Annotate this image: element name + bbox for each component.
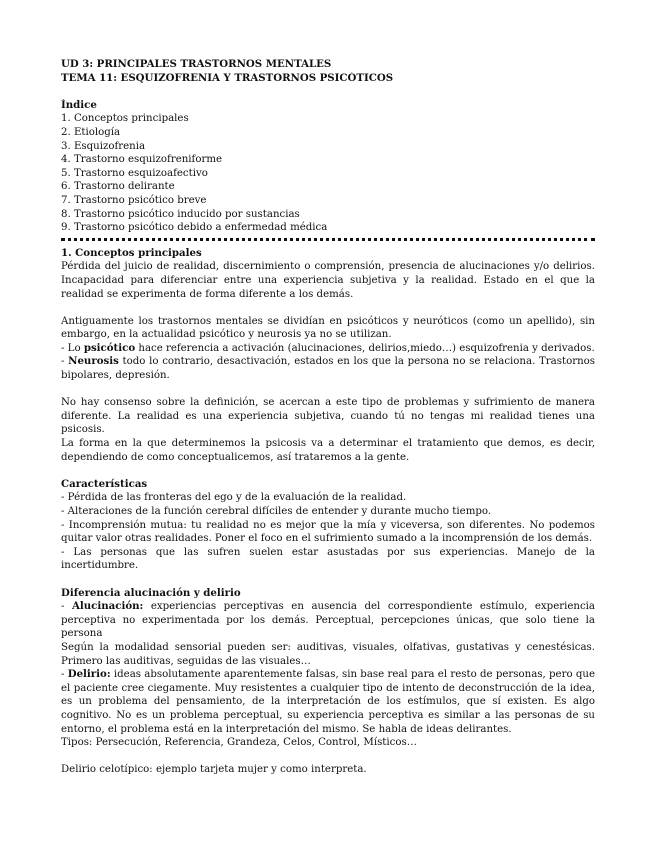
paragraph-psicotico	[61, 342, 595, 356]
index-item: 7. Trastorno psicótico breve	[61, 194, 207, 206]
paragraph-neurosis	[61, 355, 595, 382]
paragraph: No hay consenso sobre la definición, se acercan a este tipo de problemas y sufrimiento de manera diferente. La realidad es una experiencia subjetiva, cuando tú no tengas mi realidad tienes una psicosis.	[61, 397, 595, 436]
index-list	[61, 112, 595, 234]
paragraph-alucinacion	[61, 600, 595, 641]
section-title: Características	[61, 477, 148, 490]
list-item: - Alteraciones de la función cerebral difíciles de entender y durante mucho tiempo.	[61, 506, 492, 517]
list-item: - Incomprensión mutua: tu realidad no es mejor que la mía y viceversa, son diferentes. No podemos quitar valor otras realidades. Poner el foco en el sufrimiento sumado a la incomprensión de los demás.	[61, 519, 595, 545]
index-title: Índice	[61, 98, 97, 111]
section-conceptos	[61, 247, 595, 465]
paragraph: Antiguamente los trastornos mentales se dividían en psicóticos y neuróticos (como un apellido), sin embargo, en la actualidad psicótico y neurosis ya no se utilizan.	[61, 315, 595, 341]
index-item: 9. Trastorno psicótico debido a enfermedad médica	[61, 222, 328, 234]
text: hace referencia a activación (alucinaciones, delirios,miedo…) esquizofrenia y derivados.	[135, 342, 595, 354]
document-page	[61, 58, 595, 777]
prefix: -	[61, 669, 68, 681]
index-item: 2. Etiología	[61, 126, 121, 138]
term-neurosis: Neurosis	[68, 355, 119, 368]
index-item: 4. Trastorno esquizofreniforme	[61, 154, 223, 166]
index-item: 5. Trastorno esquizoafectivo	[61, 167, 208, 179]
index-item: 1. Conceptos principales	[61, 113, 189, 125]
term-alucinacion: Alucinación:	[71, 600, 144, 613]
section-caracteristicas	[61, 478, 595, 573]
list-item: - Pérdida de las fronteras del ego y de la evaluación de la realidad.	[61, 492, 407, 504]
unit-title: UD 3: PRINCIPALES TRASTORNOS MENTALES	[61, 58, 332, 70]
index-item: 8. Trastorno psicótico inducido por sustancias	[61, 208, 300, 220]
paragraph: La forma en la que determinemos la psicosis va a determinar el tratamiento que demos, es decir, dependiendo de como conceptualicemos, así trataremos a la gente.	[61, 438, 595, 463]
section-title: Diferencia alucinación y delirio	[61, 586, 241, 599]
prefix: -	[61, 356, 69, 368]
term-psicotico: psicótico	[83, 341, 136, 354]
index-item: 6. Trastorno delirante	[61, 181, 175, 193]
prefix: - Lo	[61, 342, 84, 354]
dotted-separator	[61, 238, 595, 241]
text: todo lo contrario, desactivación, estados en los que la persona no se relaciona. Trastornos bipolares, depresión.	[61, 356, 595, 382]
paragraph: Tipos: Persecución, Referencia, Grandeza, Celos, Control, Místicos…	[61, 737, 417, 749]
topic-title: TEMA 11: ESQUIZOFRENIA Y TRASTORNOS PSICÓTICOS	[61, 71, 394, 84]
text: experiencias perceptivas en ausencia del correspondiente estímulo, experiencia perceptiva no experimentada por los demás. Perceptual, percepciones únicas, que solo tiene la persona	[61, 601, 595, 640]
paragraph-delirio	[61, 668, 595, 736]
paragraph: Delirio celotípico: ejemplo tarjeta mujer y como interpreta.	[61, 764, 367, 776]
list-item: - Las personas que las sufren suelen estar asustadas por sus experiencias. Manejo de la incertidumbre.	[61, 546, 595, 572]
index-item: 3. Esquizofrenia	[61, 140, 146, 152]
term-delirio: Delirio:	[67, 668, 111, 681]
prefix: -	[61, 601, 72, 613]
section-title: 1. Conceptos principales	[61, 246, 202, 259]
text: ideas absolutamente aparentemente falsas, sin base real para el resto de personas, pero que el paciente cree ciegamente. Muy resistentes a cualquier tipo de intento de deconstrucción de la idea, es un problema del pensamiento, de la interpretación de los estímulos, que sí existen. Es algo cognitivo. No es un problema perceptual, su experiencia perceptiva es similar a las personas de su entorno, el problema está en la interpretación del mismo. Se habla de ideas delirantes.	[61, 669, 595, 735]
paragraph: Según la modalidad sensorial pueden ser: auditivas, visuales, olfativas, gustativas y cenestésicas. Primero las auditivas, seguidas de las visuales…	[61, 641, 595, 667]
section-diferencia	[61, 587, 595, 777]
paragraph: Pérdida del juicio de realidad, discernimiento o comprensión, presencia de alucinaciones y/o delirios. Incapacidad para diferenciar entre una experiencia subjetiva y la realidad. Estado en el que la realidad se experimenta de forma diferente a los demás.	[61, 261, 595, 300]
